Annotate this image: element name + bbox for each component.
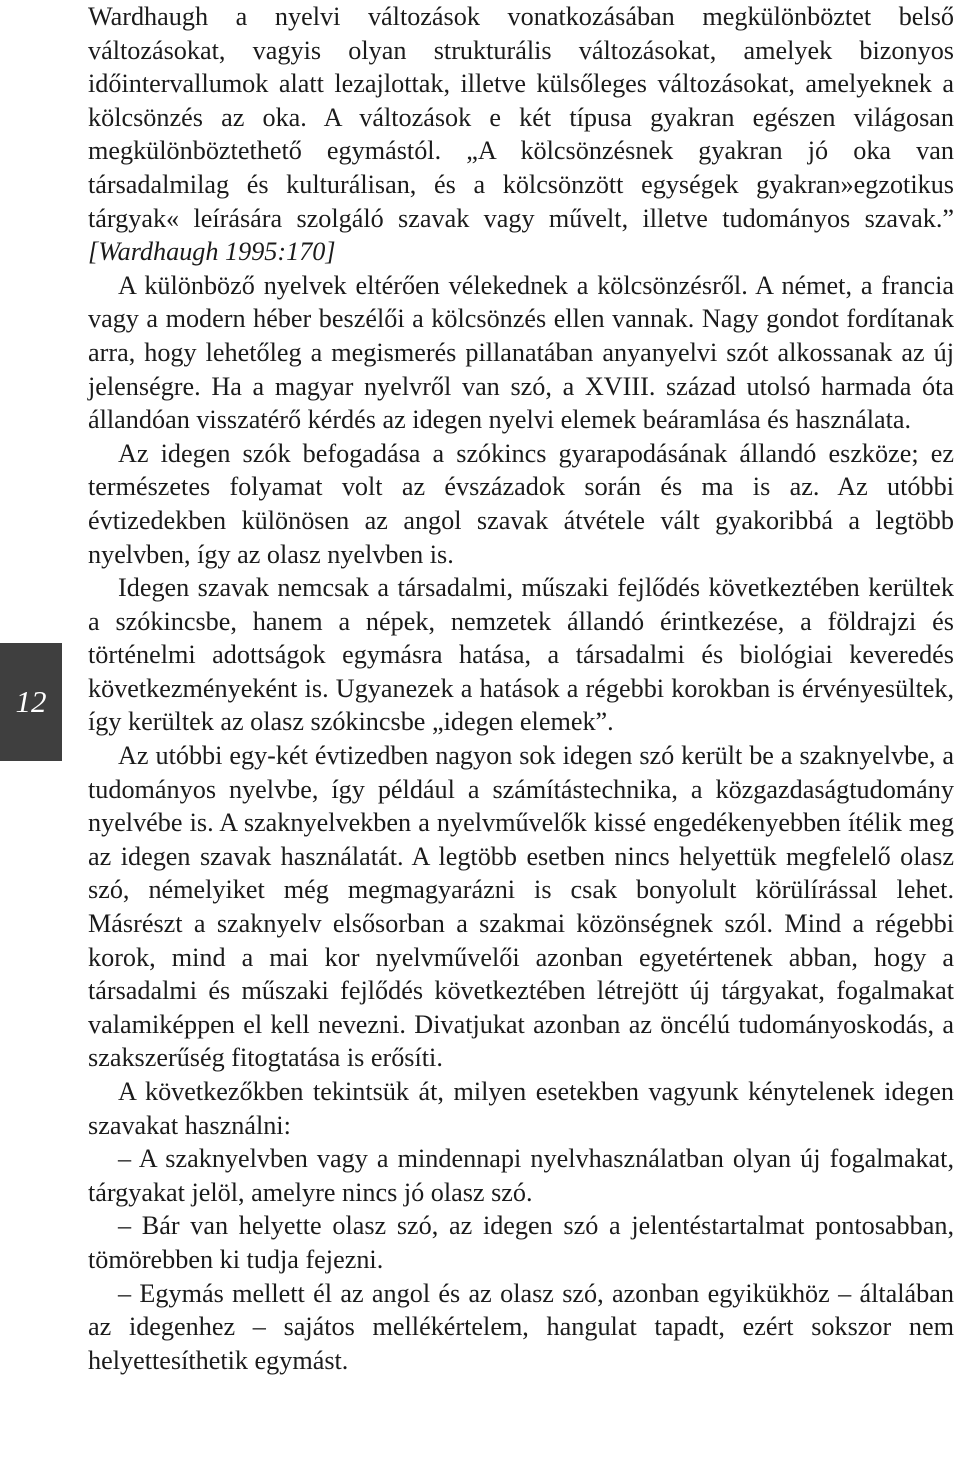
page-number: 12 <box>15 684 47 719</box>
page-number-tab <box>0 643 62 761</box>
paragraph: Idegen szavak nemcsak a társadalmi, műszaki fejlődés következtében kerültek a szókincsbe, hanem a népek, nemzetek állandó érintkezése, a földrajzi és történelmi adottságok egymásra hatása, a társadalmi és biológiai keveredés következményeként is. Ugyanezek a hatások a régebbi korokban is érvényesültek, így kerültek az olasz szókincsbe „idegen elemek”. <box>88 573 954 737</box>
body-text <box>88 0 954 1377</box>
paragraph: A különböző nyelvek eltérően vélekednek a kölcsönzésről. A német, a francia vagy a modern héber beszélői a kölcsönzés ellen vannak. Nagy gondot fordítanak arra, hogy lehetőleg a megismerés pillanatában anyanyelvi szót alkossanak az új jelenségre. Ha a magyar nyelvről van szó, a XVIII. század utolsó harmada óta állandóan visszatérő kérdés az idegen nyelvi elemek beáramlása és használata. <box>88 270 954 435</box>
paragraph-text: Wardhaugh a nyelvi változások vonatkozásában megkülönböztet belső változásokat, vagyis olyan strukturális változásokat, amelyek bizonyos időintervallumok alatt lezajlottak, illetve külsőleges változásokat, amelyeknek a kölcsönzés az oka. A változások e két típusa gyakran egészen világosan megkülönböztethető egymástól. „A kölcsönzésnek gyakran jó oka van társadalmilag és kulturálisan, és a kölcsönzött egységek gyakran»egzotikus tárgyak« leírására szolgáló szavak vagy művelt, illetve tudományos szavak.” <box>88 2 954 233</box>
list-item: – A szaknyelvben vagy a mindennapi nyelvhasználatban olyan új fogalmakat, tárgyakat jelöl, amelyre nincs jó olasz szó. <box>88 1144 954 1207</box>
list-item: – Bár van helyette olasz szó, az idegen szó a jelentéstartalmat pontosabban, tömörebben ki tudja fejezni. <box>88 1211 954 1274</box>
paragraph: Az utóbbi egy-két évtizedben nagyon sok idegen szó került be a szaknyelvbe, a tudományos nyelvbe, így például a számítástechnika, a közgazdaságtudomány nyelvébe is. A szaknyelvekben a nyelvművelők kissé engedékenyebben ítélik meg az idegen szavak használatát. A legtöbb esetben nincs helyettük megfelelő olasz szó, némelyiket még megmagyarázni is csak bonyolult körülírással lehet. Másrészt a szaknyelv elsősorban a szakmai közönségnek szól. Mind a régebbi korok, mind a mai kor nyelvművelői azonban egyetértenek abban, hogy a társadalmi és műszaki fejlődés következtében létrejött új tárgyakat, fogalmakat valamiképpen el kell nevezni. Divatjukat azonban az öncélú tudományoskodás, a szakszerűség fitogtatása is erősíti. <box>88 741 954 1073</box>
citation: [Wardhaugh 1995:170] <box>88 237 336 267</box>
list-item: – Egymás mellett él az angol és az olasz szó, azonban egyikükhöz – általában az idegenhez – sajátos mellékértelem, hangulat tapadt, ezért sokszor nem helyettesíthetik egymást. <box>88 1278 954 1375</box>
paragraph: A következőkben tekintsük át, milyen esetekben vagyunk kénytelenek idegen szavakat használni: <box>88 1077 954 1140</box>
paragraph: Az idegen szók befogadása a szókincs gyarapodásának állandó eszköze; ez természetes folyamat volt az évszázadok során és ma is az. Az utóbbi évtizedekben különösen az angol szavak átvétele vált gyakoribbá a legtöbb nyelvben, így az olasz nyelvben is. <box>88 438 954 569</box>
paragraph <box>88 0 954 269</box>
